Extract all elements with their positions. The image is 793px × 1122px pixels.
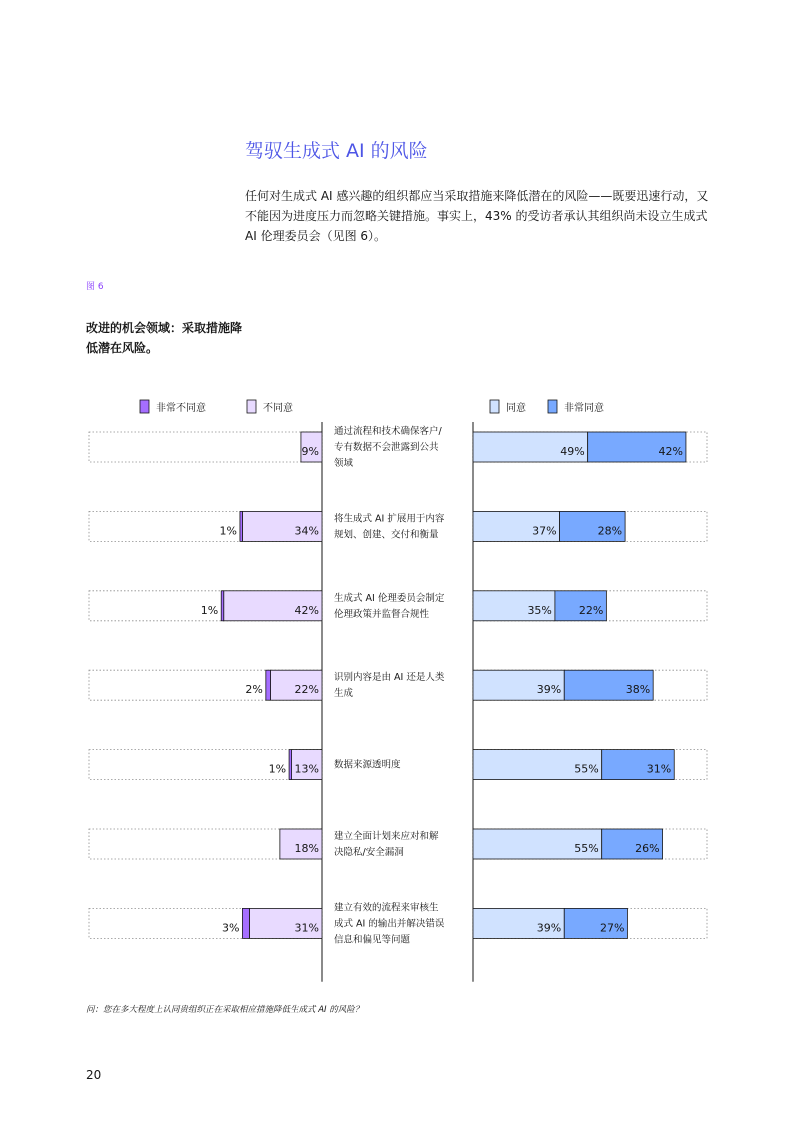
label-strongly-disagree: 2%	[245, 683, 263, 697]
label-agree: 55%	[574, 762, 599, 776]
category-label: 专有数据不会泄露到公共	[334, 442, 439, 453]
chart-title: 改进的机会领域：采取措施降低潜在风险。	[86, 321, 243, 355]
label-strongly-agree: 27%	[599, 921, 625, 935]
label-disagree: 42%	[294, 603, 319, 617]
diverging-bar-chart	[0, 390, 793, 990]
label-agree: 49%	[560, 445, 585, 458]
category-label: 伦理政策并监督合规性	[334, 608, 430, 620]
intro-paragraph: 任何对生成式 AI 感兴趣的组织都应当采取措施来降低潜在的风险——既要迅速行动，又不能因为进度压力而忽略关键措施。事实上，43% 的受访者承认其组织尚未设立生成式 AI 伦理委员会（见图 6）。	[245, 189, 709, 243]
label-strongly-disagree: 1%	[268, 762, 287, 776]
category-label: 识别内容是由 AI 还是人类	[334, 672, 445, 684]
bar-strongly-disagree	[221, 591, 224, 621]
legend-label-disagree: 不同意	[263, 403, 293, 414]
bar-strongly-disagree	[289, 750, 292, 780]
label-strongly-agree: 26%	[635, 842, 660, 855]
section-title: 驾驭生成式 AI 的风险	[245, 140, 428, 162]
row-track-left	[89, 432, 322, 462]
label-disagree: 9%	[301, 445, 319, 458]
legend-label-strongly-disagree: 非常不同意	[156, 403, 206, 414]
label-strongly-agree: 38%	[625, 683, 651, 697]
bar-strongly-disagree	[240, 511, 243, 541]
category-label: 建立有效的流程来审核生	[334, 902, 439, 914]
legend-label-strongly-agree: 非常同意	[564, 403, 604, 414]
survey-question: 问：您在多大程度上认同贵组织正在采取相应措施降低生成式 AI 的风险？	[86, 1005, 364, 1015]
category-label: 生成	[334, 688, 354, 700]
label-disagree: 34%	[294, 524, 319, 538]
category-label: 成式 AI 的输出并解决错误	[334, 918, 445, 930]
label-strongly-agree: 22%	[578, 603, 604, 617]
category-label: 信息和偏见等问题	[334, 934, 411, 946]
category-label: 将生成式 AI 扩展用于内容	[334, 513, 445, 525]
category-label: 领域	[334, 458, 354, 469]
category-label: 建立全面计划来应对和解	[334, 831, 439, 842]
bar-strongly-disagree	[266, 670, 271, 700]
legend-swatch-agree	[490, 400, 499, 413]
label-strongly-disagree: 1%	[200, 603, 219, 617]
label-strongly-agree: 28%	[597, 524, 623, 538]
legend-label-agree: 同意	[506, 403, 526, 414]
label-disagree: 18%	[294, 842, 319, 855]
category-label: 规划、创建、交付和衡量	[334, 529, 439, 541]
label-strongly-agree: 42%	[658, 445, 683, 458]
label-agree: 39%	[536, 921, 562, 935]
label-strongly-disagree: 1%	[219, 524, 237, 538]
label-disagree: 13%	[294, 762, 319, 776]
legend-swatch-strongly-disagree	[140, 400, 149, 413]
label-agree: 39%	[536, 683, 562, 697]
page-number: 20	[86, 1068, 102, 1082]
label-disagree: 22%	[294, 683, 319, 697]
label-strongly-agree: 31%	[646, 762, 672, 776]
label-disagree: 31%	[294, 921, 319, 935]
figure-label: 图 6	[86, 282, 104, 292]
label-agree: 55%	[574, 842, 599, 855]
label-agree: 35%	[527, 603, 552, 617]
label-strongly-disagree: 3%	[221, 921, 240, 935]
bar-strongly-disagree	[242, 908, 249, 938]
legend-swatch-disagree	[247, 400, 256, 413]
category-label: 通过流程和技术确保客户/	[334, 426, 442, 437]
category-label: 数据来源透明度	[334, 759, 401, 771]
row-track-left	[89, 750, 322, 780]
category-label: 决隐私/安全漏洞	[334, 847, 404, 858]
category-label: 生成式 AI 伦理委员会制定	[334, 592, 445, 604]
legend-swatch-strongly-agree	[548, 400, 557, 413]
label-agree: 37%	[532, 524, 557, 538]
